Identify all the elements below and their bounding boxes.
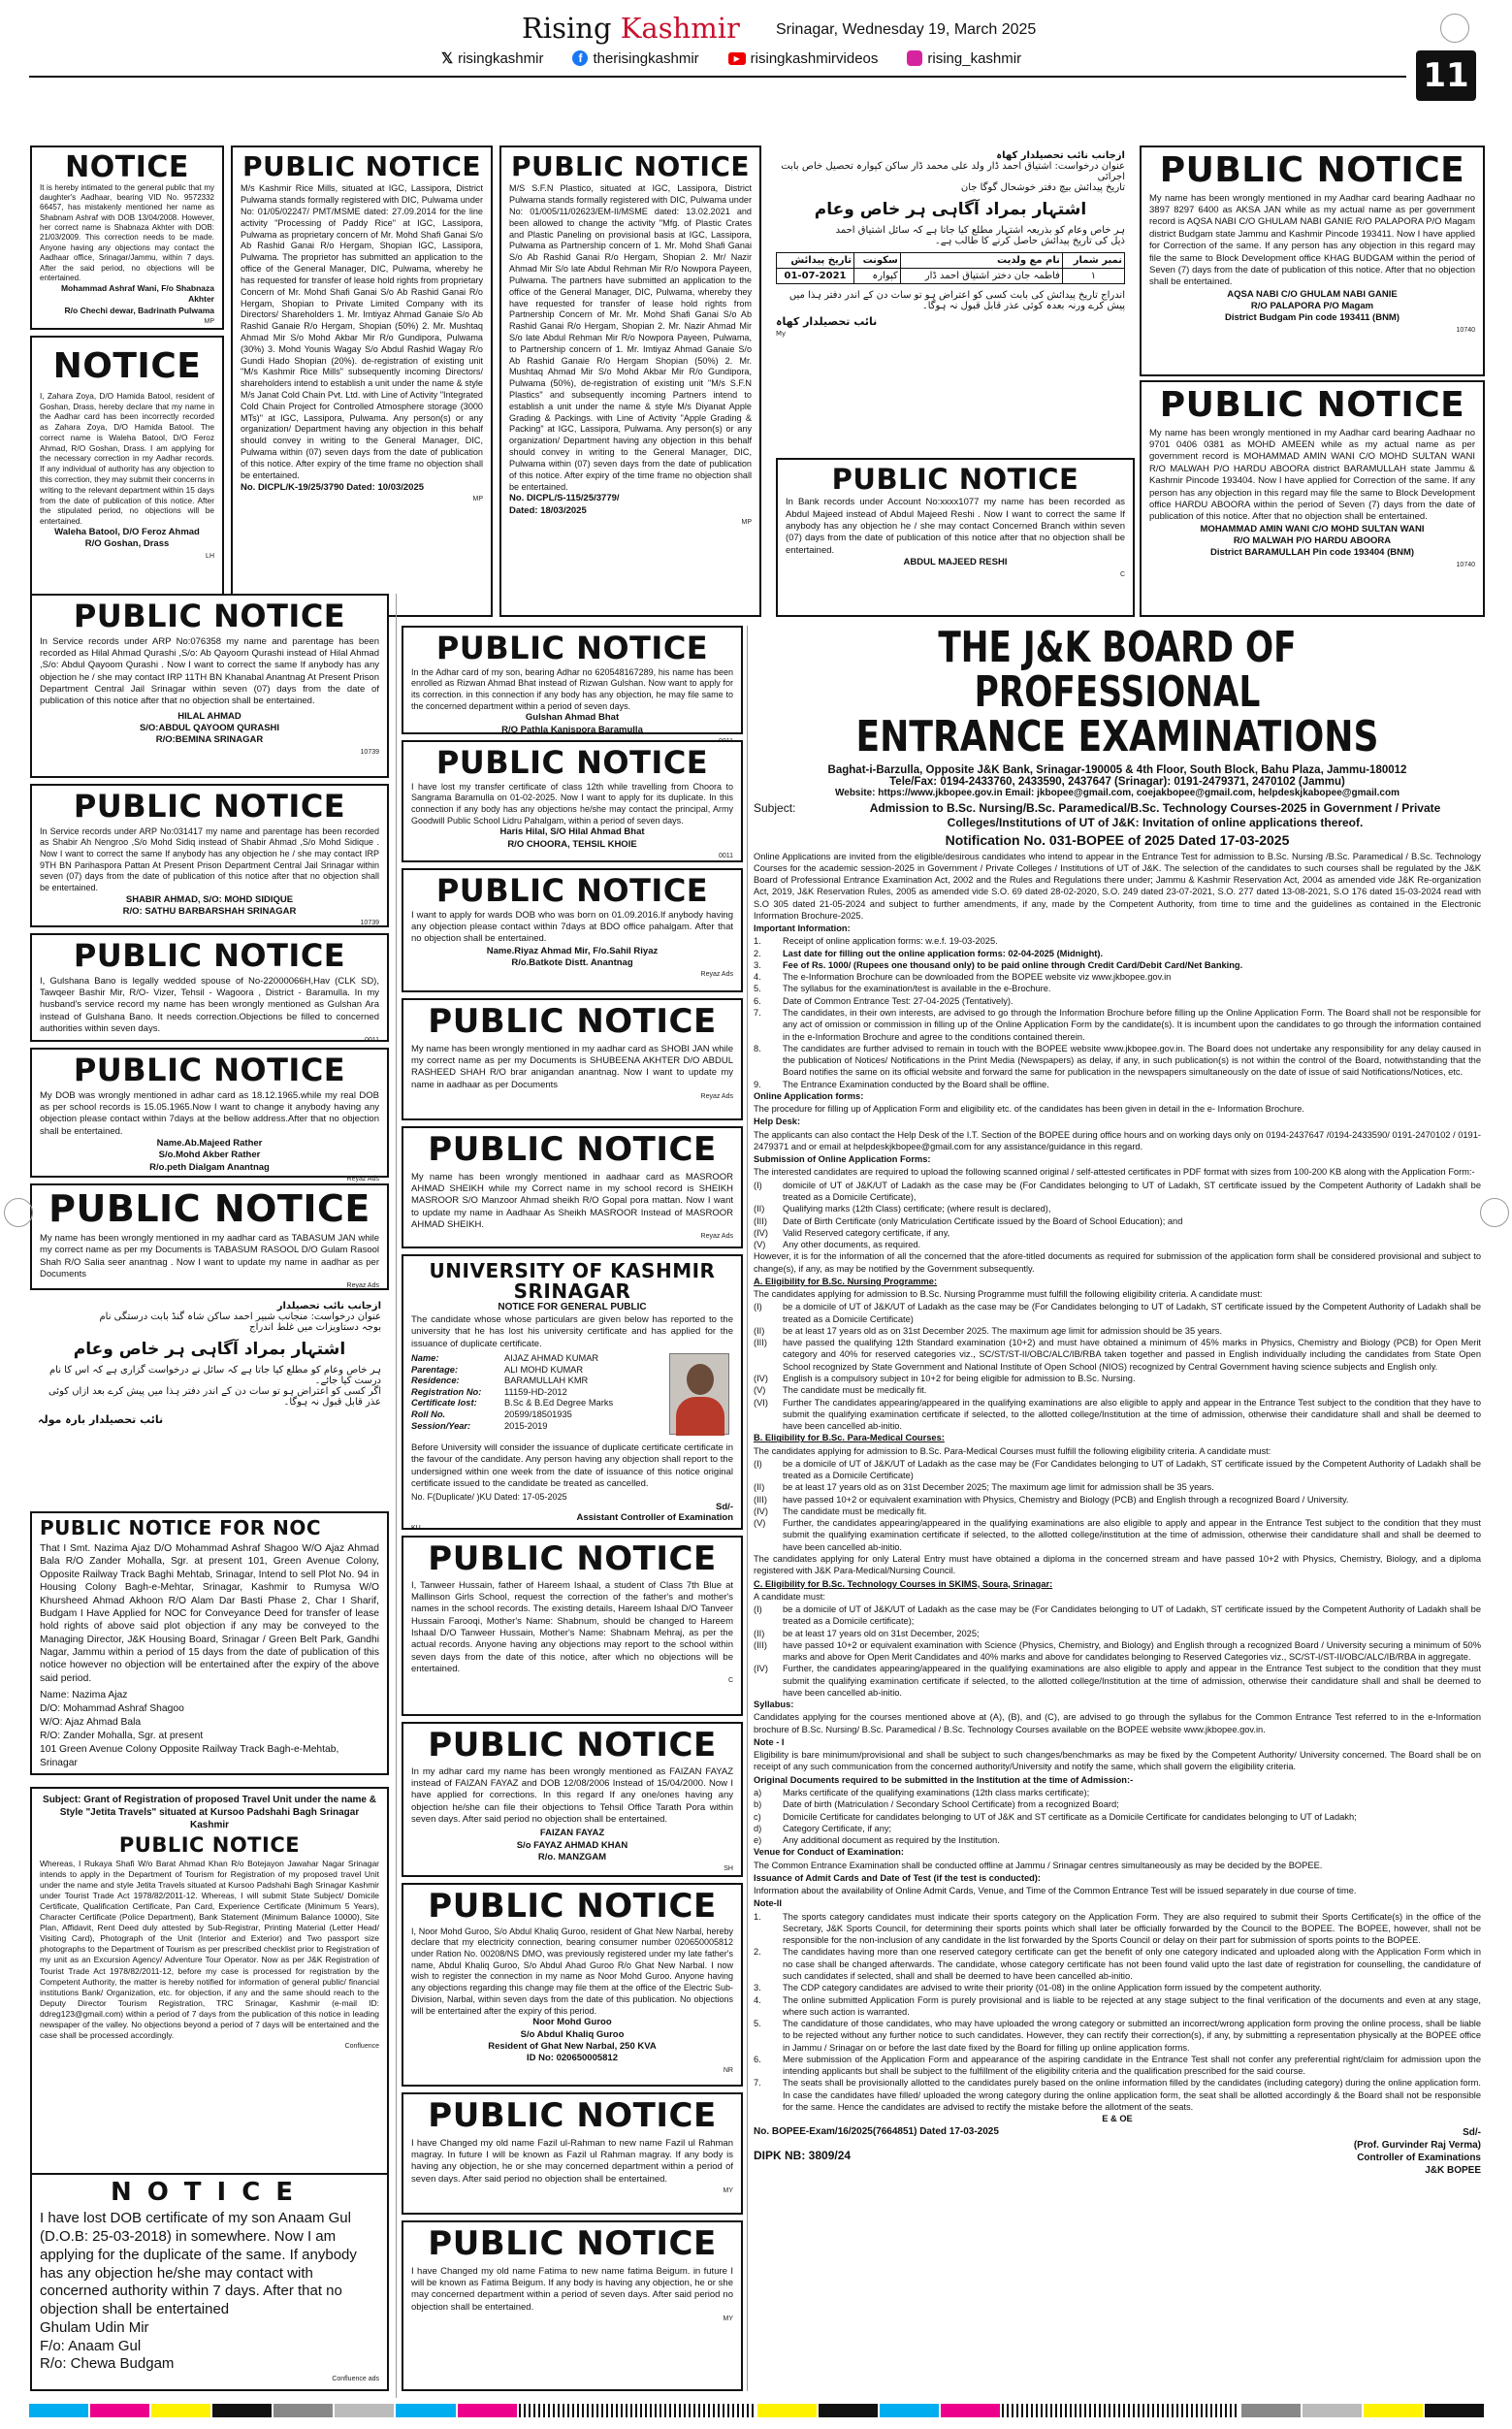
- notice-signature: MOHAMMAD AMIN WANI C/O MOHD SULTAN WANI: [1200, 523, 1425, 534]
- signature-line: Ghulam Udin Mir: [40, 2318, 149, 2336]
- eligibility-b-list: (I) be a domicile of UT of J&K/UT of Ladakh as the case may be (For Candidates belonging to UT of Ladakh, ST certificate issued by the Competent Authority of Ladakh shall be treated as a Domicile Certificate) (II) be at least 17 years old as on 31st December 2025; The maximum age limit for admission shall be 35 years. (III) have passed 10+2 or equivalent examination with Physics, Chemistry and Biology (PCB) and English through a recognized Board / University. (IV) The candidate must be medically fit. (V) Further, the candidates appearing/appeared in the qualifying examinations are also eligible to apply and appear in the Entrance Test subject to the condition that they must submit the qualifying examination certificate if selected, to the allotted college/institution at the time of admission, otherwise their candidature shall and shall be deemed to have been cancelled ab-initio.: [754, 1458, 1481, 1552]
- ad-code: MP: [741, 519, 752, 527]
- urdu-closing: اندراج تاریخ پیدائش کی بابت کسی کو اعتراض ہو تو سات دن کے اندر دفتر ہذا میں پیش کرے ورنہ بعدہ کوئی عذر قابل قبول نہ ہوگا۔: [788, 290, 1125, 311]
- notice-body: Whereas, I Rukaya Shafi W/o Barat Ahmad Khan R/o Botejayon Jawahar Nagar Srinagar intends to apply in the Department of Tourism for Registration of my proposed travel Unit under the name and style Jetita Travels situated at Kursoo Padshahi Bagh Srinagar Kashmir under Tourist Trade Act 1978/82/2011-12. Whereas, I will submit State Subject/ Domicile Certificate, Qualification Certificate, Pan Card, Experience Certificate (Minimum 5 Years), Character Certificate (Police Department), Bank Statement (Minimum Balance 10000), Site Plan, Affidavit, Rent Deed duly attested by Sub-Registrar, Printing Material (Letter Head/ Visiting Card), Photograph of the Unit (Interior and Exterior) and Two passport size photographs to the Department of Tourism as per prescribed checklist prior to Registration of my unit as an Excursion Agency/ Adventure Tour Operator. Now as per J&K Registration of Tourist Trade Act 1978/82/2011-12, before my case is processed for registration by the Competent Authority, the matter is hereby notified for information of general public/ financial institutions Bank/ Organization, etc. for objection, if any and the same should reach to the Deputy Director Tourism Registration, TRC Srinagar, Kashmir (e-mail ID: ddreg123@gmail.com) within a period of 7 days from the publication of this notice in leading newspaper of the valley. No objections beyond a period of 7 days will be entertained and the case shall be processed accordingly.: [40, 1859, 379, 2040]
- notice-body: In Bank records under Account No:xxxx1077 my name has been recorded as Abdul Majeed instead of Abdul Majeed Reshi . Now I want to correct the same If anybody has any objection he / she may contact Concerned Branch within seven (07) days from the date of publication of this notice after that no objection shall be entertained.: [786, 497, 1125, 556]
- notice-name-change-fatima: [402, 2220, 743, 2391]
- urdu-line: ہر خاص وعام کو بذریعہ اشتہار مطلع کیا جاتا ہے کہ سائل اشتیاق احمد: [835, 225, 1125, 236]
- notice-travel-unit: [30, 1787, 389, 2194]
- notice-body: In my adhar card my name has been wrongly mentioned as FAIZAN FAYAZ instead of FAIZAN FAYAZ and DOB 12/08/2006 Instead of 15/04/2000. Now I have applied for corrections. In this regard If any one/ones having any objection he/she can file their objections to Tehsil Office Tarath Pora within seven days. After said period no objection shall be entertained.: [411, 1765, 733, 1826]
- urdu-sign: نائب تحصیلدار بارہ مولہ: [38, 1413, 164, 1426]
- notice-adhar-faizan: [402, 1722, 743, 1877]
- notice-signature: ABDUL MAJEED RESHI: [903, 557, 1008, 568]
- dob-table: [776, 252, 1125, 284]
- notice-body: My name has been wrongly mentioned in my aadhar card as SHOBI JAN while my correct name as per my Documents is SHUBEENA AKHTER D/O ABDUL RASHEED SHAH R/O brar anigandan anantnag. Now I want to update my name in aadhaar as per Documents: [411, 1043, 733, 1090]
- color-registration-strip: [29, 2404, 1484, 2417]
- table-row: Roll No. 20599/18501935: [411, 1409, 572, 1420]
- notice-address: R/o.Batkote Distt. Anantnag: [511, 956, 633, 968]
- signature-line: F/o: Anaam Gul: [40, 2337, 142, 2354]
- ad-code: SH: [724, 1865, 733, 1873]
- notice-title: PUBLIC NOTICE: [428, 1726, 717, 1765]
- notice-title: NOTICE: [52, 346, 202, 386]
- upload-list: (I) domicile of UT of J&K/UT of Ladakh as the case may be (For Candidates belonging to UT of Ladakh, ST certificate issued by the Competent Authority of Ladakh shall be treated as a Domicile Certificate), (II) Qualifying marks (12th Class) certificate; (where result is declared), (III) Date of Birth Certificate (only Matriculation Certificate issued by the Board of School Education); and (IV) Valid Reserved category certificate, if any, (V) Any other documents, as required.: [754, 1180, 1481, 1250]
- notice-signature: FAIZAN FAYAZ: [539, 1828, 605, 1839]
- notice-school-hareem: [402, 1536, 743, 1716]
- urdu-line: تاریخ پیدائش بیچ دفتر خوشحال گوگا جان: [960, 182, 1125, 193]
- notice-title: PUBLIC NOTICE: [435, 744, 709, 781]
- notice-lost-tc-haris: [402, 740, 743, 862]
- notice-parentage: S/o.Mohd Akber Rather: [158, 1150, 261, 1161]
- eligibility-c-list: (I) be a domicile of UT of J&K/UT of Ladakh as the case may be (For Candidates belonging to UT of Ladakh, ST certificate issued by the Competent Authority of Ladakh shall be treated as a Domicile certificate); (II) be at least 17 years old on 31st December, 2025; (III) have passed 10+2 or equivalent examination with Science (Physics, Chemistry, and Biology) and English through a recognized Board / University securing a minimum of 50% marks and above for Open Merit Candidates and 40% marks and above for candidates belonging to Reserved Categories viz., SC/ST-I/ST-II/OBC/ALC/IB/RBA in aggregate. (IV) Further, the candidates appearing/appeared in the qualifying examinations are also eligible to apply and appear in the Entrance Test subject to the condition that they must submit the qualifying examination certificate if selected, to the allotted college/Institution at the time of admission, otherwise their candidature shall and shall be deemed to have been cancelled ab-initio.: [754, 1604, 1481, 1698]
- bopee-signer-name: (Prof. Gurvinder Raj Verma): [1353, 2140, 1481, 2152]
- notice-signature-block: [40, 1689, 379, 1769]
- masthead: [0, 0, 1512, 95]
- notice-date: Dated: 18/03/2025: [509, 504, 587, 516]
- notice-title: PUBLIC NOTICE: [73, 598, 346, 634]
- notice-body: M/s Kashmir Rice Mills, situated at IGC, Lassipora, District Pulwama stands formally registered with DIC, Pulwama under No: 01/05/02247/ PMT/MSME dated: 27.09.2014 for the line activity "Processing of Paddy Rice" at IGC, Lassipora, Pulwama as proprietary concern of Mr. Mohd Shafi Ganai S/o Ab Rashid Ganai R/o Hergam, Shopian IGC, Lassipora, Pulwama. The proprietor has submitted an application to the office of the General Manager, DIC, Pulwama, whereby he has requested for transfer of lease hold rights from proprietary Concern of Mr. Mohd Shafi Ganai S/o Ab Rashid Ganai R/o Hergam, Shopian to Private Limited Company with its Directors/ Shareholders 1. Mr. Imtiyaz Ahmad Ganaie S/o Ab Rashid Ganaie R/o Hergam, Shopian (50%) 2. Mr. Mushtaq Ahmad Mir S/o Mohd Akbar Mir R/o Gundipora, Pulwama (30%) 3. Mohd Younis Wagay S/o Abdul Rashid Wagay R/o Gundi Hado Shopian (20%). de-registration of existing unit "M/s Kashmir Rice Mills" subsequently incoming Directors/ shareholders intend to establish a unit under the name & style M/s Janat Cold Chain Pvt. Ltd. with Line of Activity "Integrated Cold Chain Project for Controlled Atmosphere storage (3000 MTs)" at IGC, Lassipora, Pulwama. Any person(s) or any organization/ Department having any objection in this behalf should convey in writing to the General Manager, DIC, Pulwama within (07) seven days from the date of publication of this notice. After expiry of the time frame no objection shall be entertained.: [241, 183, 483, 480]
- notice-body: That I Smt. Nazima Ajaz D/O Mohammad Ashraf Shagoo W/O Ajaz Ahmad Bala R/O Zander Mohalla, Sgr. at present 101, Green Avenue Colony, Opposite Railway Track Baghi Mehtab, Srinagar, Intend to sell Plot No. 94 in Housing Colony Bagh-e-Mehtar, Srinagar, Kashmir to Rumysa W/O Khursheed Ahmad Akhoon R/O Alam Dar Basti Phase 2, Char I Sharif, Budgam I Have Applied for NOC for Conveyance Deed for transfer of lease hold rights of above said plot objection if any may be conveyed to the Managing Director, J&K Housing Board, Srinagar / Green Belt Park, Gandhi Nagar, Jammu within a period of 15 days from the date of publication of this notice however no objection will be entertained after the expiry of the above said period.: [40, 1543, 379, 1684]
- table-cell: ۱: [1062, 269, 1124, 284]
- ad-code: 10739: [360, 748, 379, 756]
- urdu-line: عنوان درخواست: اشتیاق احمد ڈار ولد علی محمد ڈار ساکن کپوارہ تحصیل خاص بابت اجرائی: [781, 161, 1125, 182]
- notice-body: M/S S.F.N Plastico, situated at IGC, Lassipora, District Pulwama stands formally registered with DIC, Pulwama under No: 01/005/11/02623/EM-II/MSME dated: 13.02.2021 and been allowed to change the activity "Mfg. of Plastic Crates and Plastic Paneling on provisional basis at IGC, Lassipora, Pulwama as Partnership concern of 1. Mr. Mohd Shafi Ganai S/o Ab Rashid Ganai R/o Hergam, Shopian 2. Mr/ Nazir Ahmad Mir S/o late Abdul Rehman Mir R/o Nowpora Payeen, Pulwama. The partners have submitted an application to the office of the General Manager, DIC, Pulwama, whereby they have requested for transfer of lease hold rights from Partnership Concern of Mr. Mr. Mohd Shafi Ganai S/o Ab Rashid Ganai R/o Hergam, Shopian 2. Mr. Nazir Ahmad Mir S/o late Abdul Rehman Mir R/o Nowpora Payeen, Pulwama, to Partnership concern of 1. Mr. Imtiyaz Ahmad Ganaie S/o Ab Rashid Ganaie R/o Hergam Shopian (50%) 2. Mr. Mushtaq Ahmad Mir S/o Mohd Akbar Mir R/o Gundipora, Pulwama (50%), de-registration of existing unit "M/s S.F.N Plastics" and subsequently incoming Partners intend to establish a unit under the name & style M/s Diyanat Apple Grading & Packings. with Line of Activity "Apple Grading & Packing" at IGC, Lassipora, Pulwama. Any person(s) or any organization/ Department having any objection in this behalf should convey in writing to the General Manager, DIC, Pulwama within (07) seven days from the date of publication of this notice. After expiry of the time frame no objection shall be entertained.: [509, 183, 752, 492]
- notice-signature: Name.Ab.Majeed Rather: [156, 1137, 263, 1149]
- notice-aadhaar-tabasum: [30, 1183, 389, 1290]
- signature-line: R/O: Zander Mohalla, Sgr. at present: [40, 1730, 204, 1741]
- notice-gulshana-bano: [30, 933, 389, 1045]
- notice-body: I want to apply for wards DOB who was born on 01.09.2016.If anybody having any objection please contact within 7days at BDO office pahalgam. After that no objection shall be entertained.: [411, 909, 733, 945]
- notice-aadhaar-masroor: [402, 1126, 743, 1248]
- notice-service-hilal: [30, 594, 389, 778]
- table-cell: 01-07-2021: [777, 269, 854, 284]
- notice-address: R/O MALWAH P/O HARDU ABOORA: [1233, 534, 1392, 546]
- urdu-notice-dob: [768, 146, 1133, 452]
- social-facebook[interactable]: f therisingkashmir: [572, 50, 698, 67]
- notice-title: PUBLIC NOTICE: [73, 788, 346, 825]
- notice-ref: No. DICPL/K-19/25/3790 Dated: 10/03/2025: [241, 481, 425, 493]
- notice-body: My name has been wrongly mentioned in my aadhar card as TABASUM JAN while my correct name as per my Documents is TABASUM RASOOL D/O Gulam Rasool Shah R/O Salia seer anantnag . Now I want to update my name in aadhar as per Documents: [40, 1232, 379, 1279]
- notice-body-2: Before University will consider the issuance of duplicate certificate certificate in the favour of the candidate. Any person having any objection shall report to the undersigned within one week from the date of issuance of this notice original certificate issued to the candidate be treated as cancelled.: [411, 1442, 733, 1490]
- ad-code: NR: [723, 2066, 733, 2074]
- notice-bank-abdul-majeed: [776, 458, 1135, 617]
- social-youtube[interactable]: ▶ risingkashmirvideos: [728, 50, 879, 67]
- bopee-website: Website: https://www.jkbopee.gov.in Email: jkbopee@gmail.com, coejakbopee@gmail.com, helpdeskjkabopee@gmail.com: [835, 787, 1399, 798]
- notice-university-kashmir: [402, 1254, 743, 1530]
- note-2-list: 1. The sports category candidates must indicate their sports category on the Application Form. They are also required to submit their Sports Certificate(s) in the office of the Secretary, J&K Sports Council, for determining their sports points which shall later be officially forwarded by the Council to the BOPEE. The BOPEE, however, shall not be responsible for the non-inclusion of any candidate in the list forwarded by the Sports Council or delay on their part for submission of sports points to the BOPEE. 2. The candidates having more than one reserved category certificate can get the benefit of only one category indicated and uploaded along with the Application Form which in no case shall be changed afterwards. The candidate, whose category certificate has not been found valid upto the last date of registration for counselling, the candidature of such candidates if selected, shall and shall be deemed to have been cancelled ab-initio. 3. The CDP category candidates are advised to write their priority (01-08) in the online Application form issued by the competent authority. 4. The online submitted Application Form is purely provisional and is liable to be rejected at any stage subject to the final verification of the documents and even at any stage, where such action is warranted. 5. The candidature of those candidates, who may have uploaded the wrong category or submitted an incorrect/wrong application form proving the online process, shall be liable to be rejected without any further notice to such candidates. However, they can rectify their correction(s), if any, by submitting a representation physically at the BOPEE office in Jammu / Srinagar on or before the last date fixed by the Board for filling up online application forms. 6. Mere submission of the Application Form and appearance of the aspiring candidate in the Entrance Test shall not confer any preferential right/claim for admission upon the intending applicants but shall be subject to the fulfillment of the eligibility criteria and the qualification prescribed for the said course. 7. The seats shall be provisionally allotted to the candidates purely based on the online information filled by the candidates (including category) during the online application form. In case the candidates have filled/ uploaded the wrong category during the online application form, the seat shall be allotted accordingly & the Board shall not be responsible for the same. Hence the candidates are advised to rectify the mistake before the allotment of the seats.: [754, 1911, 1481, 2112]
- candidate-details: [411, 1353, 613, 1432]
- bopee-signer-title: Controller of Examinations: [1357, 2153, 1481, 2164]
- ad-code: MP: [204, 317, 214, 325]
- notice-body: I, Zahara Zoya, D/O Hamida Batool, resident of Goshan, Drass, hereby declare that my name in the Aadhar card has been incorrectly recorded as Zahara Zoya, D/O Hamida Batool. The correct name is Waleha Batool, D/O Feroz Ahmad, R/O Goshan, Drass. I am applying for the necessary correction in my Aadhar records. If any individual of authority has any objection to this correction, they may submit their concerns in writing to the relevant department within 15 days from the date of publication of this notice. After the stipulated period, no objections will be entertained.: [40, 390, 214, 527]
- notice-body: I, Noor Mohd Guroo, S/o Abdul Khaliq Guroo, resident of Ghat New Narbal, hereby declare that my electricity connection, bearing consumer number 020650005812 under Ration No. 00208/NS DMO, was previously registered under my late father's name, Abdul Khaliq Guroo, S/o Abdul Ahad Guroo R/o Ghat New Narbal. I now wish to register the connection in my name as Noor Mohd Guroo. Anyone having any objections regarding this change may file them at the office of the Electric Sub-Division, Narbal, within seven days from the date of this publication. No objections will be entertained after the expiry of this period.: [411, 1926, 733, 2016]
- ad-code: My: [776, 330, 787, 338]
- page-number: 11: [1416, 50, 1476, 101]
- registration-mark-icon: [1480, 1198, 1509, 1227]
- notice-signature: Name.Riyaz Ahmad Mir, F/o.Sahil Riyaz: [486, 945, 659, 956]
- notice-sfn-plastico: [499, 146, 761, 617]
- notice-address: R/O PALAPORA P/O Magam: [1250, 300, 1374, 311]
- table-row: Certificate lost: B.Sc & B.Ed Degree Marks: [411, 1398, 614, 1409]
- signature-line: Name: Nazima Ajaz: [40, 1690, 128, 1701]
- urdu-sign: نائب تحصیلدار کھاہ: [776, 315, 878, 328]
- bopee-sd: Sd/-: [1463, 2127, 1481, 2139]
- masthead-rule: [29, 76, 1406, 78]
- facebook-icon: f: [572, 50, 588, 66]
- bopee-footer: [754, 2126, 1481, 2177]
- notice-signature: Haris Hilal, S/O Hilal Ahmad Bhat: [499, 826, 645, 838]
- table-header: نمبر شمار: [1062, 253, 1124, 269]
- signature-line: 101 Green Avenue Colony Opposite Railway Track Bagh-e-Mehtab, Srinagar: [40, 1743, 339, 1768]
- original-documents-list: a) Marks certificate of the qualifying examinations (12th class marks certificate); b) Date of birth (Matriculation / Secondary School Certificate) from a recognized Board; c) Domicile Certificate for candidates belonging to UT of J&K and ST certificate as a Domicile Certificate for candidates belonging to UT of Ladakh; d) Category Certificate, if any; e) Any additional document as required by the Institution.: [754, 1788, 1357, 1846]
- brand-rising: Rising: [522, 12, 612, 45]
- bopee-subject: Subject: Admission to B.Sc. Nursing/B.Sc. Paramedical/B.Sc. Technology Courses-2025 in Government / Private Colleges/Institutions of UT of J&K: Invitation of online applications thereof.: [754, 800, 1441, 829]
- notice-aadhaar-aqsa-nabi: [1140, 146, 1485, 376]
- ad-code: MY: [723, 2187, 733, 2195]
- notice-subject: Subject: Grant of Registration of proposed Travel Unit under the name & Style "Jetita Travels" situated at Kursoo Padshahi Bagh Srinagar Kashmir: [43, 1795, 376, 1830]
- notice-title: PUBLIC NOTICE: [428, 1539, 717, 1578]
- ad-code: MY: [723, 2316, 733, 2323]
- social-instagram[interactable]: rising_kashmir: [907, 50, 1021, 67]
- notice-title: PUBLIC NOTICE: [48, 1187, 370, 1230]
- notice-title: PUBLIC NOTICE: [831, 463, 1079, 496]
- bopee-title-line2: ENTRANCE EXAMINATIONS: [855, 712, 1379, 762]
- notice-address: R/O: SATHU BARBARSHAH SRINAGAR: [122, 906, 297, 918]
- notice-ref: No. F(Duplicate/ )KU Dated: 17-05-2025: [411, 1492, 567, 1503]
- notice-title: PUBLIC NOTICE: [1159, 385, 1465, 425]
- notice-body: I, Gulshana Bano is legally wedded spouse of No-22000066H,Hav (CLK SD), Tawqeer Bashir Mir, R/O- Vizer, Tehsil - Wagoora , District - Baramulla. In my husband's service record my name has been wrongly mentioned as Gulshan Ara instead of Gulshana Bano. It needs correction.Objections be filled to concerned authorities within seven days.: [40, 975, 379, 1034]
- notice-title: PUBLIC NOTICE: [435, 630, 709, 666]
- notice-signature: Noor Mohd Guroo: [532, 2017, 612, 2028]
- notice-body: I have Changed my old name Fazil ul-Rahman to new name Fazil ul Rahman magray. In future I will be known as Fazil ul Rahman magray. If any body is having any objection, he or she may concerned department within a period of seven days. After said period no objection shall be entertained.: [411, 2137, 733, 2185]
- notice-signature: SHABIR AHMAD, S/O: MOHD SIDIQUE: [125, 893, 294, 905]
- notice-parentage: S/O:ABDUL QAYOOM QURASHI: [139, 723, 280, 733]
- notice-ref: No. DICPL/S-115/25/3779/: [509, 493, 620, 504]
- notice-aadhaar-waleha: [30, 336, 224, 617]
- table-header: نام مع ولدیت: [900, 253, 1062, 269]
- important-list: 1. Receipt of online application forms: w.e.f. 19-03-2025. 2. Last date for filling out the online application forms: 02-04-2025 (Midnight). 3. Fee of Rs. 1000/ (Rupees one thousand only) to be paid online through Credit Card/Debit Card/Net Banking. 4. The e-Information Brochure can be downloaded from the BOPEE website viz www.jkbopee.gov.in 5. The syllabus for the examination/test is available in the e-Brochure. 6. Date of Common Entrance Test: 27-04-2025 (Tentatively). 7. The candidates, in their own interests, are advised to go through the Information Brochure before filling up the Online Application Form. The Board shall not be responsible for any act of omission or commission in filling up of the Online Application Form by the candidate(s). It is incumbent upon the candidates to go through the information contained in the e-Information Brochure and agree to the conditions contained therein. 8. The candidates are further advised to remain in touch with the BOPEE website www.jkbopee.gov.in. The Board does not undertake any responsibility for any delay caused in the publication of Notices/ Notifications in the Print Media (Newspapers) as delay, if any, in such publication(s) is not within the control of the Board, notwithstanding that the Board notifies the same on its official website and forward the same for publication in the newspapers simultaneously on the date of issue of said Notifications/Notices, etc. 9. The Entrance Examination conducted by the Board shall be offline.: [754, 936, 1481, 1089]
- notice-noc-nazima: [30, 1511, 389, 1775]
- notice-title: PUBLIC NOTICE: [510, 150, 751, 182]
- notice-body: The candidate whose whose particulars are given below has reported to the university that he has lost his university certificate and has applied for the issuance of duplicate certificate.: [411, 1314, 733, 1349]
- notice-body: It is hereby intimated to the general public that my daughter's Aadhaar, bearing VID No. 9572332 66457, has mistakenly mentioned her name as Shabnam Ashraf with DOB 13/04/2008. However, her correct name is Shabnaza Akhter with DOB: 21/03/2009. This correction needs to be made. Anyone having any objections may contact the Aadhaar office, Srinagar/Jammu, within 7 days. After the said period, no objections will be entertained.: [40, 182, 214, 283]
- notice-title: PUBLIC NOTICE: [118, 1833, 301, 1857]
- ad-code: C: [727, 1677, 733, 1685]
- notice-title: PUBLIC NOTICE: [428, 1887, 717, 1926]
- notice-aadhaar-shubeena: [402, 998, 743, 1120]
- registration-mark-icon: [4, 1198, 33, 1227]
- ad-code: Confluence: [344, 2042, 379, 2050]
- notice-body: In Service records under ARP No:031417 my name and parentage has been recorded as Shabir Ah Nengroo ,S/o Mohd Sidiq instead of Shabir Ahmad ,S/o Mohd Sidique . Now I want to correct the same If anybody has any objection he / she may contact IRP 9TH BN Parihaspora Pattan At Present Prison Department Central Jail Srinagar within seven (07) days from the date of publication of this notice after that no objection shall be entertained.: [40, 826, 379, 893]
- youtube-icon: ▶: [728, 52, 746, 65]
- ad-code: MP: [472, 495, 483, 502]
- notice-body: I have Changed my old name Fatima to new name fatima Beigum. in future I will be known as Fatima Beigum. If any body is having any objection, he or she may concerned department within a period of seven days. After said period no objection shall be entertained.: [411, 2265, 733, 2313]
- eligibility-a-list: (I) be a domicile of UT of J&K/UT of Ladakh as the case may be (For Candidates belonging to UT of Ladakh, ST certificate issued by the Competent Authority of Ladakh shall be treated as a Domicile Certificate) (II) be at least 17 years old as on 31st December 2025. The maximum age limit for admission should be 35 years. (III) have passed the qualifying 12th Standard examination (10+2) and must have obtained a minimum of 45% marks in Physics, Chemistry and Biology (PCB) for Open Merit category and 40% for reserved categories viz., SC/ST/ST-II/OBC/ALC/IB/RBA taken together and passed in English individually including the candidates from State Open School recognized by State Government and National Institute of Open School (NIOS) recognized by Central Government having science subjects and English only. (IV) English is a compulsory subject in 10+2 for being eligible for admission to B.Sc. Nursing. (V) The candidate must be medically fit. (VI) Further The candidates appearing/appeared in the qualifying examinations are also eligible to apply and appear in the Entrance Test subject to the condition that they have to submit the qualifying examination certificate if selected, to the allotted college/Institution at the time of admission, otherwise their candidature shall and shall be deemed to have been cancelled ab-initio.: [754, 1302, 1481, 1432]
- notice-district: District BARAMULLAH Pin code 193404 (BNM): [1209, 547, 1415, 559]
- social-x[interactable]: 𝕏 risingkashmir: [441, 49, 544, 67]
- bopee-reference-no: No. BOPEE-Exam/16/2025(7664851) Dated 17-03-2025: [754, 2126, 999, 2138]
- urdu-heading: اشتہار بمراد آگاہی ہر خاص وعام: [814, 200, 1087, 219]
- bopee-telfax: Tele/Fax: 0194-2433760, 2433590, 2437647 (Srinagar): 0191-2479371, 2470102 (Jammu): [889, 775, 1345, 788]
- notice-signature: Mohammad Ashraf Wani, F/o Shabnaza Akhter: [60, 283, 214, 305]
- notice-electricity-noor: [402, 1883, 743, 2087]
- table-row: Parentage: ALI MOHD KUMAR: [411, 1364, 584, 1375]
- notice-service-shabir: [30, 784, 389, 927]
- notice-title: PUBLIC NOTICE: [428, 2224, 717, 2263]
- table-cell: کپوارہ: [854, 269, 901, 284]
- notice-body: My name has been wrongly mentioned in my Aadhar card bearing Aadhaar no 3897 8297 6400 as AKSA JAN while as my actual name as per government record is AQSA NABI C/O GHULAM NABI GANIE R/O PALAPORA P/O Magam district Budgam state Jammu and Kashmir Pincode 193411. Now I have applied for Correction of the same. If any person has any objection in this regard may file the same to Block Development office KHAG BUDGAM within the period of Seven (7) days from the date of publication of this notice. After that no objection shall be entertained.: [1149, 192, 1475, 288]
- notice-lost-dob-anaam: [30, 2173, 389, 2391]
- ad-code: 0011: [718, 853, 733, 860]
- notice-signature: Assistant Controller of Examination: [576, 1512, 733, 1524]
- urdu-line: بوجہ دستاویزات میں غلط اندراج: [249, 1322, 381, 1333]
- notice-title: NOTICE: [110, 2178, 309, 2207]
- table-row: Name: AIJAZ AHMAD KUMAR: [411, 1353, 599, 1364]
- ad-code: KU: [411, 1524, 421, 1532]
- notice-title: PUBLIC NOTICE: [73, 1052, 346, 1088]
- notice-title: NOTICE: [65, 150, 189, 184]
- urdu-line: ذیل کی تاریخ پیدائش حاصل کرنے کا طالب ہے۔: [934, 236, 1125, 246]
- notice-title: PUBLIC NOTICE FOR NOC: [40, 1516, 322, 1539]
- notice-signature: Waleha Batool, D/O Feroz Ahmad: [54, 526, 200, 537]
- dateline: Srinagar, Wednesday 19, March 2025: [776, 21, 1037, 38]
- notice-dob-majeed-rather: [30, 1048, 389, 1182]
- bopee-signer-org: J&K BOPEE: [1425, 2165, 1481, 2177]
- notice-body: In the Adhar card of my son, bearing Adhar no 620548167289, his name has been enrolled as Rizwan Ahmad Bhat instead of Rizwan Gulshan. Now want to apply for its correction. in this connection if any body has any objection, he may file same to the concerned department within a period of seven days.: [411, 666, 733, 711]
- notice-adhar-rizwan: [402, 626, 743, 734]
- bopee-body: Online Applications are invited from the eligible/desirous candidates who intend to appear in the Entrance Test for admission to B.Sc. Nursing /B.Sc. Paramedical / B.Sc. Technology Courses for the academic session-2025 in Government / Private Colleges / Institutions of UT of J&K. The selection of the candidates to such courses shall be regulated by the J&K Board of Professional Entrance Examination Act, 2002 and the Rules and Regulations there under; Jammu & Kashmir Reservation Act, 2004 as amended vide J&K Re-organization Act, 2019, J&K Reservation Rules, 2005 as amended vide S.O. 69 dated 28-02-2020, S.O. 249 dated 23-07-2021, S.O. 277 dated 13-08-2021, S.O 176 dated 15-03-2024 read with S.O 305 dated 21-05-2024 and subject to further amendments, if any, made by the Competent Authority, from time to time and the guidelines as contained in the Electronic Information Brochure-2025. Important Information: 1. Receipt of online application forms: w.e.f. 19-03-2025. 2. Last date for filling out the online application forms: 02-04-2025 (Midnight). 3. Fee of Rs. 1000/ (Rupees one thousand only) to be paid online through Credit Card/Debit Card/Net Banking. 4. The e-Information Brochure can be downloaded from the BOPEE website viz www.jkbopee.gov.in 5. The syllabus for the examination/test is available in the e-Brochure. 6. Date of Common Entrance Test: 27-04-2025 (Tentatively). 7. The candidates, in their own interests, are advised to go through the Information Brochure before filling up the Online Application Form. The Board shall not be responsible for any act of omission or commission in filling up of the Online Application Form by the candidate(s). It is incumbent upon the candidates to go through the information contained in the e-Information Brochure and agree to the conditions contained therein. 8. The candidates are further advised to remain in touch with the BOPEE website www.jkbopee.gov.in. The Board does not undertake any responsibility for any delay caused in the publication of Notices/ Notifications in the Print Media (Newspapers) as delay, if any, in such publication(s) is not within the control of the Board, notwithstanding that the Board notifies the same on its official website and forward the same for publication in the newspapers simultaneously on the date of issue of said Notifications/Notices, etc. 9. The Entrance Examination conducted by the Board shall be offline. Online Application forms: The procedure for filling up of Application Form and eligibility etc. of the candidates has been given in detail in the e- Information Brochure. Help Desk: The applicants can also contact the Help Desk of the I.T. Section of the BOPEE during office hours and on working days only on 0194-2437647 /0194-2433590/ 0191-2470102 / 0191-2479371 and or email at helpdeskjkbopee@gmail.com for any assistance/guidance in this regard. Submission of Online Application Forms: The interested candidates are required to upload the following scanned original / self-attested certificates in PDF format with sizes from 100-200 KB along with the Application Form:- (I) domicile of UT of J&K/UT of Ladakh as the case may be (For Candidates belonging to UT of Ladakh, ST certificate issued by the Competent Authority of Ladakh shall be treated as a Domicile Certificate), (II) Qualifying marks (12th Class) certificate; (where result is declared), (III) Date of Birth Certificate (only Matriculation Certificate issued by the Board of School Education); and (IV) Valid Reserved category certificate, if any, (V) Any other documents, as required. However, it is for the information of all the concerned that the afore-titled documents as required for submission of the application form shall be considered provisional and subject to change(s), if any, as may be notified by the Government subsequently. A. Eligibility for B.Sc. Nursing Programme: The candidates applying for admission to B.Sc. Nursing Programme must fulfill the following eligibility criteria. A candidate must: (I) be a domicile of UT of J&K/UT of Ladakh as the case may be (For Candidates belonging to UT of Ladakh, ST certificate issued by the Competent Authority of Ladakh shall be treated as a Domicile Certificate) (II) be at least 17 years old as on 31st December 2025. The maximum age limit for admission should be 35 years. (III) have passed the qualifying 12th Standard examination (10+2) and must have obtained a minimum of 45% marks in Physics, Chemistry and Biology (PCB) for Open Merit category and 40% for reserved categories viz., SC/ST/ST-II/OBC/ALC/IB/RBA taken together and passed in English individually including the candidates from State Open School recognized by State Government and National Institute of Open School (NIOS) recognized by Central Government having science subjects and English only. (IV) English is a compulsory subject in 10+2 for being eligible for admission to B.Sc. Nursing. (V) The candidate must be medically fit. (VI) Further The candidates appearing/appeared in the qualifying examinations are also eligible to apply and appear in the Entrance Test subject to the condition that they have to submit the qualifying examination certificate if selected, to the allotted college/Institution at the time of admission, otherwise their candidature shall and shall be deemed to have been cancelled ab-initio. B. Eligibility for B.Sc. Para-Medical Courses: The candidates applying for admission to B.Sc. Para-Medical Courses must fulfill the following eligibility criteria. A candidate must: (I) be a domicile of UT of J&K/UT of Ladakh as the case may be (For Candidates belonging to UT of Ladakh, ST certificate issued by the Competent Authority of Ladakh shall be treated as a Domicile Certificate) (II) be at least 17 years old as on 31st December 2025; The maximum age limit for admission shall be 35 years. (III) have passed 10+2 or equivalent examination with Physics, Chemistry and Biology (PCB) and English through a recognized Board / University. (IV) The candidate must be medically fit. (V) Further, the candidates appearing/appeared in the qualifying examinations are also eligible to apply and appear in the Entrance Test subject to the condition that they must submit the qualifying examination certificate if selected, to the allotted college/institution at the time of admission, otherwise their candidature shall and shall be deemed to have been cancelled ab-initio. The candidates applying for only Lateral Entry must have obtained a diploma in the concerned stream and have passed 10+2 with Physics, Chemistry, Biology, and a diploma registered with J&K Para-Medical/Nursing Council. C. Eligibility for B.Sc. Technology Courses in SKIMS, Soura, Srinagar: A candidate must: (I) be a domicile of UT of J&K/UT of Ladakh as the case may be (For Candidates belonging to UT of Ladakh, ST certificate issued by the Competent Authority of Ladakh shall be treated as a Domicile certificate); (II) be at least 17 years old on 31st December, 2025; (III) have passed 10+2 or equivalent examination with Science (Physics, Chemistry, and Biology) and English through a recognized Board / University securing a minimum of 50% marks and above for Open Merit Candidates and 40% marks and above for candidates belonging to Reserved Categories viz., SC/ST-I/ST-II/OBC/ALC/IB/RBA in aggregate. (IV) Further, the candidates appearing/appeared in the qualifying examinations are also eligible to apply and appear in the Entrance Test subject to the condition that they must submit the qualifying examination certificate if selected, to the allotted college/Institution at the time of admission, otherwise their candidature shall and shall be deemed to have been cancelled ab-initio. Syllabus: Candidates applying for the courses mentioned above at (A), (B), and (C), are advised to go through the syllabus for the Common Entrance Test referred to in the e-Information brochure of B.Sc. Nursing/ B.Sc. Paramedical / B.Sc. Technology Courses available on the BOPEE website www.jkbopee.gov.in. Note - I Eligibility is bare minimum/provisional and shall be subject to such changes/benchmarks as may be fixed by the Competent Authority/ University concerned. The Board shall be on receipt of any such communication from the concerned authority/University and notify the same, which shall govern the eligibility criteria. Original Documents required to be submitted in the Institution at the time of Admission:- a) Marks certificate of the qualifying examinations (12th class marks certificate); b) Date of birth (Matriculation / Secondary School Certificate) from a recognized Board; c) Domicile Certificate for candidates belonging to UT of J&K and ST certificate as a Domicile Certificate for candidates belonging to UT of Ladakh; d) Category Certificate, if any; e) Any additional document as required by the Institution. Venue for Conduct of Examination: The Common Entrance Examination shall be conducted offline at Jammu / Srinagar centres simultaneously as may be decided by the BOPEE. Issuance of Admit Cards and Date of Test (if the test is conducted): Information about the availability of Online Admit Cards, Venue, and Time of the Common Entrance Test will be issued separately in due course of time. Note-II 1. The sports category candidates must indicate their sports category on the Application Form. They are also required to submit their Sports Certificate(s) in the office of the Secretary, J&K Sports Council, for determining their sports points which shall later be officially forwarded by the Council to the BOPEE. The BOPEE, however, shall not be responsible for the non-inclusion of any candidate in the list forwarded by the Sports Council or delay on their part for submission of sports points to the BOPEE. 2. The candidates having more than one reserved category certificate can get the benefit of only one category indicated and uploaded along with the Application Form which in no case shall be changed afterwards. The candidate, whose category certificate has not been found valid upto the last date of registration for counselling, the candidature of such candidates if selected, shall and shall be deemed to have been cancelled ab-initio. 3. The CDP category candidates are advised to write their priority (01-08) in the online Application form issued by the competent authority. 4. The online submitted Application Form is purely provisional and is liable to be rejected at any stage subject to the final verification of the documents and even at any stage, where such action is warranted. 5. The candidature of those candidates, who may have uploaded the wrong category or submitted an incorrect/wrong application form proving the online process, shall be liable to be rejected without any further notice to such candidates. However, they can rectify their correction(s), if any, by submitting a representation physically at the BOPEE office in Jammu / Srinagar on or before the last date fixed by the Board for filling up online application forms. 6. Mere submission of the Application Form and appearance of the aspiring candidate in the Entrance Test shall not confer any preferential right/claim for admission upon the intending applicants but shall be subject to the fulfillment of the eligibility criteria and the qualification prescribed for the said course. 7. The seats shall be provisionally allotted to the candidates purely based on the online information filled by the candidates (including category) during the online application form. In case the candidates have filled/ uploaded the wrong category during the online application form, the seat shall be allotted accordingly & the Board shall not be responsible for the same. Hence the candidates are advised to rectify the mistake before the allotment of the seats. E & OE: [754, 851, 1481, 2124]
- table-row: Session/Year: 2015-2019: [411, 1420, 548, 1431]
- ad-code: C: [1119, 570, 1125, 578]
- urdu-line: عنوان درخواست: منجانب شبیر احمد ساکن شاہ گنڈ بابت درستگی نام: [99, 1312, 381, 1322]
- instagram-icon: [907, 50, 922, 66]
- table-header: تاریخ پیدائش: [777, 253, 854, 269]
- notice-consumer-id: ID No: 020650005812: [526, 2053, 618, 2064]
- notice-address: R/O CHOORA, TEHSIL KHOIE: [507, 838, 637, 850]
- notice-body: I have lost my transfer certificate of class 12th while travelling from Choora to Sangrama Baramulla on 01-02-2025. Now I want to apply for its duplicate. In this connection if any body has any objections he/she may contact the principal, Army Goodwill Public School Lidru Pahalgam, within a period of seven days.: [411, 781, 733, 826]
- notice-title: UNIVERSITY OF KASHMIR SRINAGAR: [429, 1259, 716, 1303]
- notice-title: PUBLIC NOTICE: [1159, 150, 1465, 190]
- urdu-line: اگر کسی کو اعتراض ہو تو سات دن کے اندر دفتر ہذا میں پیش کرے بعد ازاں کوئی عذر قابل قبول نہ ہوگا۔: [48, 1386, 381, 1408]
- column-divider: [396, 594, 397, 2398]
- notice-kashmir-rice-mills: [231, 146, 493, 617]
- notice-address: R/o.peth Dialgam Anantnag: [149, 1161, 270, 1173]
- notice-title: PUBLIC NOTICE: [241, 150, 482, 182]
- notice-signature: AQSA NABI C/O GHULAM NABI GANIE: [1227, 288, 1398, 300]
- notice-title: PUBLIC NOTICE: [435, 872, 709, 909]
- urdu-line: ہر خاص وعام کو مطلع کیا جاتا ہے کہ سائل نے درخواست گزاری ہے کہ اس کا نام درست کیا جائے۔: [48, 1365, 381, 1386]
- notice-title: PUBLIC NOTICE: [73, 937, 346, 974]
- bopee-advertisement: [750, 623, 1485, 2391]
- notice-address: R/O Goshan, Drass: [84, 538, 170, 550]
- urdu-notice-name: [30, 1296, 389, 1506]
- ad-code: Reyaz Ads: [700, 971, 733, 979]
- bopee-notification: Notification No. 031-BOPEE of 2025 Dated 17-03-2025: [945, 831, 1290, 848]
- notice-aadhaar-shabnaza: [30, 146, 224, 330]
- notice-parentage: S/o FAYAZ AHMAD KHAN: [516, 1839, 628, 1851]
- signature-line: W/O: Ajaz Ahmad Bala: [40, 1716, 142, 1728]
- ad-code: Reyaz Ads: [700, 1093, 733, 1101]
- notice-address: R/o. MANZGAM: [537, 1852, 607, 1863]
- table-row: Residence: BARAMULLAH KMR: [411, 1376, 589, 1386]
- notice-address: R/O Pathla Kanispora Baramulla: [501, 724, 643, 735]
- notice-name-change-fazil: [402, 2092, 743, 2215]
- ad-code: Reyaz Ads: [346, 1282, 379, 1290]
- notice-parentage: S/o Abdul Khaliq Guroo: [520, 2028, 625, 2040]
- ad-code: LH: [206, 552, 214, 560]
- urdu-line: ازجانب نائب تحصیلدار: [276, 1301, 381, 1312]
- notice-body: My name has been wrongly mentioned in my Aadhar card bearing Aadhaar no 9701 0406 0381 as MOHD AMEEN while as my actual name as per government record is MOHAMMAD AMIN WANI C/O MOHD SULTAN WANI R/O MALWAH P/O HARDU ABOORA district BARAMULLAH state Jammu & Kashmir Pincode 193404. Now I have applied for Correction of the same. If any person has any objection in this regard may file the same to Block Development office HARDU ABOORA within the period of Seven (7) days from the date of publication of this notice. After that no objection shall be entertained.: [1149, 427, 1475, 523]
- urdu-heading: اشتہار بمراد آگاہی ہر خاص وعام: [73, 1340, 346, 1359]
- ad-code: Confluence ads: [332, 2376, 379, 2383]
- table-header: سکونت: [854, 253, 901, 269]
- x-icon: 𝕏: [441, 50, 454, 67]
- bopee-address: Baghat-i-Barzulla, Opposite J&K Bank, Srinagar-190005 & 4th Floor, South Block, Bahu Plaza, Jammu-180012: [827, 763, 1407, 776]
- notice-address: R/O:BEMINA SRINAGAR: [155, 734, 264, 746]
- table-row: Registration No: 11159-HD-2012: [411, 1386, 567, 1397]
- notice-signature: HILAL AHMAD: [177, 710, 241, 722]
- notice-address: Resident of Ghat New Narbal, 250 KVA: [488, 2040, 657, 2052]
- signature-line: D/O: Mohammad Ashraf Shagoo: [40, 1703, 184, 1715]
- ad-code: 0011: [364, 1037, 379, 1045]
- notice-signature: Gulshan Ahmad Bhat: [525, 712, 620, 724]
- notice-address: R/o Chechi dewar, Badrinath Pulwama: [64, 305, 214, 315]
- notice-subtitle: NOTICE FOR GENERAL PUBLIC: [498, 1302, 647, 1312]
- ad-code: Reyaz Ads: [700, 1233, 733, 1241]
- masthead-brand: [522, 12, 740, 45]
- candidate-photo: [669, 1353, 729, 1435]
- social-bar: [441, 49, 1411, 68]
- notice-body: In Service records under ARP No:076358 my name and parentage has been recorded as Hilal Ahmad Qurashi ,S/o: Ab Qayoom Qurashi instead of Hilal Ahmad ,S/o: Abdul Qayoom Qurashi . Now I want to correct the same If anybody has any objection he / she may contact IRP 11TH BN Khanabal Anantnag At Present Prison Department Central Jail Srinagar within seven (07) days from the date of publication of this notice after that no objection shall be entertained.: [40, 635, 379, 707]
- bopee-title-line1: THE J&K BOARD OF PROFESSIONAL: [938, 623, 1297, 718]
- notice-body: I have lost DOB certificate of my son Anaam Gul (D.O.B: 25-03-2018) in somewhere. Now I am applying for the duplicate of the same. If anybody has any objection he/she may contact with concerned authority within 7 days. After that no objection shall be entertained: [40, 2210, 357, 2318]
- notice-title: PUBLIC NOTICE: [428, 1130, 717, 1169]
- notice-sd: Sd/-: [716, 1502, 733, 1513]
- ad-code: 10739: [360, 920, 379, 927]
- notice-district: District Budgam Pin code 193411 (BNM): [1224, 312, 1400, 324]
- dipk-number: DIPK NB: 3809/24: [754, 2149, 852, 2163]
- notice-body: My name has been wrongly mentioned in aadhaar card as MASROOR AHMAD SHEIKH while my Correct name in my school record is SHEIKH MASROOR S/O Manzoor Ahmad sheikh R/O Gopal pora mattan. Now I want to update my name in Aadhaar As Sheikh MASROOR Instead of MASROOR AHMAD SHEIKH.: [411, 1171, 733, 1231]
- ad-code: Reyaz Ads: [346, 1176, 379, 1182]
- notice-body: My DOB was wrongly mentioned in adhar card as 18.12.1965.while my real DOB as per school records is 15.05.1965.Now I want to change it anybody having any objection please contact within 7days at the bellow address.After that no objection shall be entertained.: [40, 1089, 379, 1137]
- brand-kashmir: Kashmir: [620, 12, 740, 45]
- ad-code: 10740: [1456, 326, 1475, 334]
- urdu-line: ازجانب نائب تحصیلدار کھاہ: [996, 150, 1125, 161]
- notice-dob-sahil-riyaz: [402, 868, 743, 992]
- notice-title: PUBLIC NOTICE: [428, 1002, 717, 1041]
- notice-body: I, Tanweer Hussain, father of Hareem Ishaal, a student of Class 7th Blue at Mallinson Girls School, request the correction of the father's and mother's names in the school records. The existing details, Hareem Ishaal D/O Tanveer Hussain Farooqi, Mother's Name: Shabnum, should be changed to Hareem Ishaal D/O Tanweer Hussain, Mother's Name: Shabnam Mehraj, as per the actual records. Anyone having any objections may report to the school within seven days from the date of this notice, after which no objections will be entertained.: [411, 1579, 733, 1675]
- ad-code: 10740: [1456, 561, 1475, 568]
- table-cell: فاطمہ جان دختر اشتیاق احمد ڈار: [900, 269, 1062, 284]
- signature-line: R/o: Chewa Budgam: [40, 2355, 175, 2373]
- registration-mark-icon: [1440, 14, 1469, 43]
- notice-aadhaar-mohammad-amin: [1140, 380, 1485, 617]
- column-divider: [747, 626, 748, 2391]
- notice-title: PUBLIC NOTICE: [428, 2096, 717, 2135]
